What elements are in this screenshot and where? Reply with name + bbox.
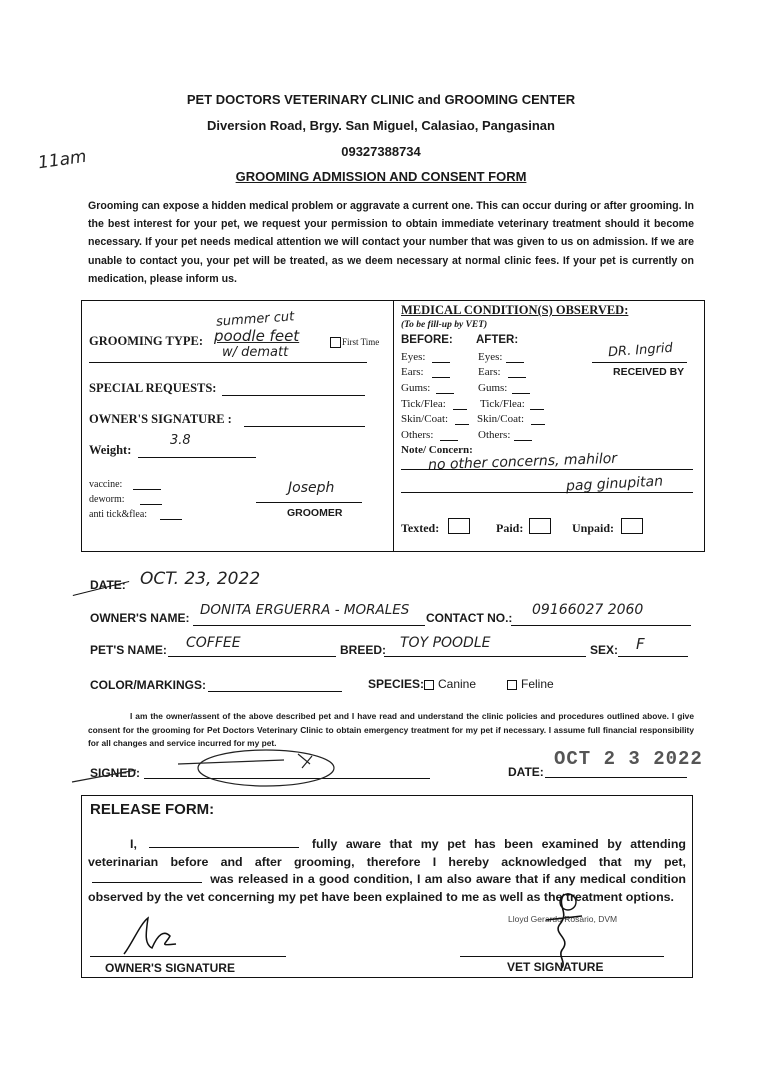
vet-sig-label: VET SIGNATURE: [507, 960, 604, 974]
after-tickflea-field[interactable]: [530, 409, 544, 410]
after-skincoat: Skin/Coat:: [477, 413, 525, 425]
texted-checkbox[interactable]: [448, 518, 470, 534]
special-requests-field[interactable]: [222, 395, 365, 396]
grooming-type-above: summer cut: [215, 309, 295, 330]
feline-checkbox[interactable]: [507, 680, 517, 690]
before-gums: Gums:: [401, 382, 431, 394]
release-name-field[interactable]: [149, 847, 299, 848]
antitick-label: anti tick&flea:: [89, 509, 148, 520]
sex-label: SEX:: [590, 643, 619, 657]
release-part1: I,: [130, 837, 137, 851]
before-gums-field[interactable]: [436, 393, 454, 394]
special-requests-label: SPECIAL REQUESTS:: [89, 381, 217, 395]
box-divider: [393, 300, 394, 552]
groomer-line: [256, 502, 362, 503]
before-tickflea: Tick/Flea:: [401, 398, 446, 410]
canine-checkbox[interactable]: [424, 680, 434, 690]
note-rule-2: [401, 492, 693, 493]
owner-signature-label: OWNER'S SIGNATURE :: [89, 412, 232, 426]
release-pet-field[interactable]: [92, 882, 202, 883]
signed-date-label: DATE:: [508, 765, 544, 779]
before-others: Others:: [401, 429, 434, 441]
vet-sig-line[interactable]: [460, 956, 664, 957]
groomer-name: Joseph: [288, 480, 335, 496]
date-label: DATE:: [90, 578, 126, 592]
received-by-label: RECEIVED BY: [613, 366, 685, 378]
after-others-field[interactable]: [514, 440, 532, 441]
canine-option[interactable]: [424, 677, 476, 691]
release-part3: was released in a good condition, I am also aware that if any medical condition observed by the vet concerning my pet have been explained to me as well as the treatment options.: [88, 872, 686, 904]
after-skincoat-field[interactable]: [531, 424, 545, 425]
breed-line: [384, 656, 586, 657]
vaccine-label: vaccine:: [89, 479, 123, 490]
after-others: Others:: [478, 429, 511, 441]
before-label: BEFORE:: [401, 334, 453, 346]
after-label: AFTER:: [476, 334, 519, 346]
date-value[interactable]: OCT. 23, 2022: [140, 569, 261, 589]
after-ears-field[interactable]: [508, 377, 526, 378]
unpaid-label: Unpaid:: [572, 521, 615, 535]
date-stamp: OCT 2 3 2022: [554, 748, 703, 770]
owner-name-label: OWNER'S NAME:: [90, 611, 190, 625]
consent-paragraph: I am the owner/assent of the above described pet and I have read and understand the clinic policies and procedures outlined above. I give consent for the grooming for Pet Doctors Veterinary Clinic to obtain emergency treatment for my pet if necessary. I assume full financial responsibility for all changes and service incurred for my pet.: [88, 711, 694, 748]
contact-label: CONTACT NO.:: [426, 611, 513, 625]
weight-field: [138, 457, 256, 458]
received-by-line: [592, 362, 687, 363]
before-tickflea-field[interactable]: [453, 409, 467, 410]
owner-signature-field[interactable]: [244, 426, 365, 427]
vet-signature-scribble: [536, 890, 592, 970]
color-markings-field[interactable]: [208, 691, 342, 692]
feline-label: Feline: [521, 677, 554, 691]
pet-name-label: PET'S NAME:: [90, 643, 167, 657]
grooming-type-line2: w/ dematt: [222, 345, 289, 360]
breed-label: BREED:: [340, 643, 387, 657]
time-note: 11am: [36, 146, 88, 174]
pet-name-value[interactable]: COFFEE: [186, 635, 241, 651]
medical-subtitle: (To be fill-up by VET): [401, 320, 488, 330]
breed-value[interactable]: TOY POODLE: [400, 635, 491, 651]
form-title: GROOMING ADMISSION AND CONSENT FORM: [235, 169, 527, 184]
after-ears: Ears:: [478, 366, 501, 378]
signed-date-line: [545, 777, 687, 778]
before-skincoat: Skin/Coat:: [401, 413, 449, 425]
weight-label: Weight:: [89, 443, 132, 457]
unpaid-checkbox[interactable]: [621, 518, 643, 534]
vet-stamp: Lloyd Gerardo Rosario, DVM: [508, 914, 618, 924]
signature-scribble: [66, 746, 346, 790]
clinic-name: PET DOCTORS VETERINARY CLINIC and GROOMING CENTER: [186, 92, 576, 107]
grooming-type-label: GROOMING TYPE:: [89, 334, 204, 348]
texted-label: Texted:: [401, 521, 440, 535]
clinic-phone: 09327388734: [341, 144, 421, 159]
owner-signature-scribble: [118, 914, 182, 960]
before-ears-field[interactable]: [432, 377, 450, 378]
grooming-type-line: [89, 362, 367, 363]
before-eyes: Eyes:: [401, 351, 426, 363]
medical-title: MEDICAL CONDITION(S) OBSERVED:: [401, 303, 629, 317]
release-title: RELEASE FORM:: [90, 801, 215, 818]
first-time-checkbox[interactable]: [330, 337, 341, 348]
note-rule-1: [401, 469, 693, 470]
sex-value[interactable]: F: [636, 635, 645, 653]
grooming-type-value[interactable]: poodle feet: [214, 327, 300, 345]
paid-checkbox[interactable]: [529, 518, 551, 534]
received-by-name: DR. Ingrid: [607, 340, 674, 361]
pet-name-line: [168, 656, 336, 657]
note-line-2[interactable]: pag ginupitan: [565, 473, 664, 495]
species-label: SPECIES:: [368, 677, 425, 691]
intro-paragraph: Grooming can expose a hidden medical problem or aggravate a current one. This can occur during or after grooming. In the best interest for your pet, we request your permission to obtain immediate veterinary treatment should it become necessary. If your pet needs medical attention we will contact your number that was given to us on admission. If we are unable to contact you, your pet will be treated, as we deem necessary at normal clinic fees. If your pet is currently on medication, please inform us.: [88, 200, 694, 285]
after-tickflea: Tick/Flea:: [480, 398, 525, 410]
before-eyes-field[interactable]: [432, 362, 450, 363]
signed-label: SIGNED:: [90, 766, 141, 780]
feline-option[interactable]: [507, 677, 554, 691]
clinic-address: Diversion Road, Brgy. San Miguel, Calasiao, Pangasinan: [207, 118, 555, 133]
canine-label: Canine: [438, 677, 477, 691]
after-eyes-field[interactable]: [506, 362, 524, 363]
deworm-label: deworm:: [89, 494, 125, 505]
color-markings-label: COLOR/MARKINGS:: [90, 678, 206, 692]
owner-name-line: [193, 625, 425, 626]
release-part2: fully aware that my pet has been examined by attending veterinarian before and after grooming, therefore I hereby acknowledged that my pet,: [88, 837, 686, 869]
sex-line: [618, 656, 688, 657]
groomer-label: GROOMER: [287, 507, 343, 519]
first-time-label: First Time: [342, 337, 380, 347]
after-eyes: Eyes:: [478, 351, 503, 363]
owner-sig-label: OWNER'S SIGNATURE: [105, 961, 235, 975]
owner-name-value[interactable]: DONITA ERGUERRA - MORALES: [200, 602, 410, 618]
contact-value[interactable]: 09166027 2060: [532, 602, 644, 618]
owner-sig-line[interactable]: [90, 956, 286, 957]
before-ears: Ears:: [401, 366, 424, 378]
before-others-field[interactable]: [440, 440, 458, 441]
before-skincoat-field[interactable]: [455, 424, 469, 425]
release-paragraph: [88, 836, 686, 906]
deworm-field[interactable]: [140, 504, 162, 505]
vaccine-field[interactable]: [133, 489, 161, 490]
after-gums: Gums:: [478, 382, 508, 394]
antitick-field[interactable]: [160, 519, 182, 520]
contact-line: [511, 625, 691, 626]
after-gums-field[interactable]: [512, 393, 530, 394]
note-label: Note/ Concern:: [401, 444, 473, 456]
paid-label: Paid:: [496, 521, 524, 535]
note-line-1[interactable]: no other concerns, mahilor: [427, 450, 618, 474]
weight-value[interactable]: 3.8: [170, 433, 191, 448]
